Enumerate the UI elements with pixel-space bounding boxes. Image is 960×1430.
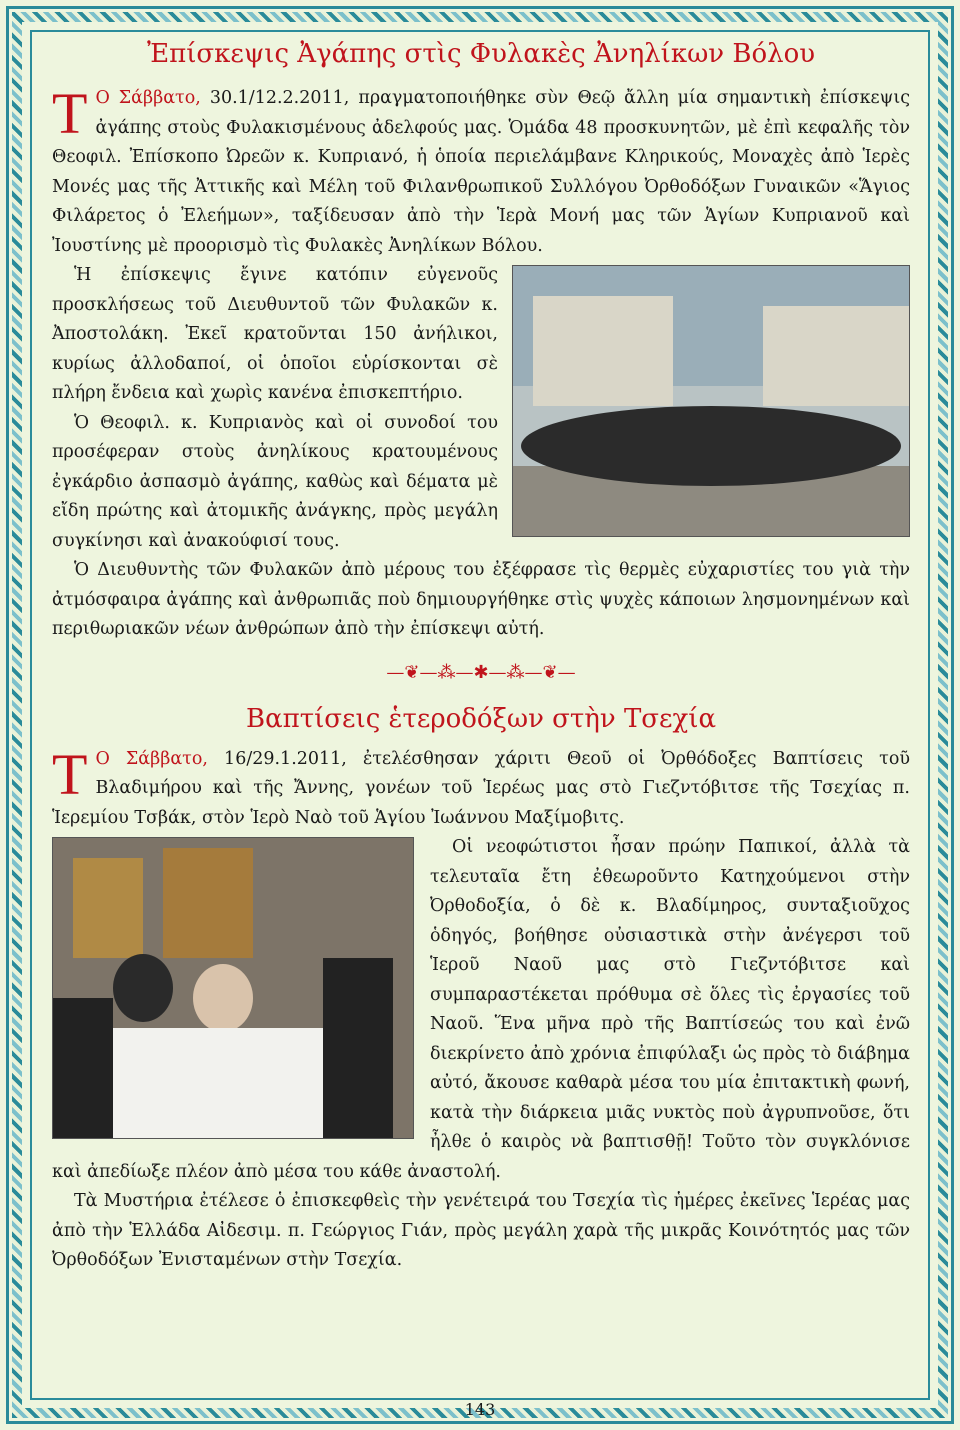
- baptism-group-photo: [52, 837, 414, 1139]
- article1-lead: Ο Σάββατο,: [95, 88, 201, 108]
- article2-paragraph-2: Οἱ νεοφώτιστοι ἦσαν πρώην Παπικοί, ἀλλὰ τὰ τελευταῖα ἔτη ἐθεωροῦντο Κατηχούμενοι στὴν Ὀρθοδοξία, ὁ δὲ κ. Βλαδίμηρος, συνταξιοῦχος ὁδηγός, βοήθησε οὐσιαστικὰ στὴν ἀνέγερσι τοῦ Ἱεροῦ Ναοῦ μας στὸ Γιεζντόβιτσε καὶ συμπαραστέκεται πρόθυμα σὲ ὅλες τὶς ἐργασίες τοῦ Ναοῦ. Ἕνα μῆνα πρὸ τῆς Βαπτίσεώς του καὶ ἐνῶ διεκρίνετο ἀπὸ χρόνια ἐπιφύλαξι ὡς πρὸς τὸ διάβημα αὐτό, ἄκουσε καθαρὰ μέσα του μία ἐπιτακτικὴ φωνή, κατὰ τὴν διάρκεια μιᾶς νυκτὸς ποὺ ἀγρυπνοῦσε, ὅτι ἦλθε ὁ καιρὸς νὰ βαπτισθῇ! Τοῦτο τὸν συγκλόνισε καὶ ἀπεδίωξε πλέον ἀπὸ μέσα του κάθε ἀναστολή.: [52, 837, 910, 1182]
- article1-paragraph-4: Ὁ Διευθυντὴς τῶν Φυλακῶν ἀπὸ μέρους του ἐξέφρασε τὶς θερμὲς εὐχαριστίες του γιὰ τὴν ἀτμόσφαιρα ἀγάπης καὶ ἀνθρωπιᾶς ποὺ δημιουργήθηκε στὶς ψυχὲς κάποιων λησμονημένων καὶ περιθωριακῶν νέων ἀνθρώπων ἀπὸ τὴν ἐπίσκεψι αὐτή.: [52, 560, 910, 639]
- prison-visit-group-photo: [512, 265, 910, 537]
- page-content: [52, 34, 910, 1276]
- article2-paragraph-1: [52, 741, 911, 834]
- article1-p1-text: 30.1/12.2.2011, πραγματοποιήθηκε σὺν Θεῷ ἄλλη μία σημαντικὴ ἐπίσκεψις ἀγάπης στοὺς Φυλακισμένους ἀδελφούς μας. Ὁμάδα 48 προσκυνητῶν, μὲ ἐπὶ κεφαλῆς τὸν Θεοφιλ. Ἐπίσκοπο Ὠρεῶν κ. Κυπριανό, ἡ ὁποία περιελάμβανε Κληρικούς, Μοναχὲς ἀπὸ Ἱερὲς Μονές μας τῆς Ἀττικῆς καὶ Μέλη τοῦ Φιλανθρωπικοῦ Συλλόγου Ὀρθοδόξων Γυναικῶν «Ἅγιος Φιλάρετος ὁ Ἐλεήμων», ταξίδευσαν ἀπὸ τὴν Ἱερὰ Μονή μας τῶν Ἁγίων Κυπριανοῦ καὶ Ἰουστίνης μὲ προορισμὸ τὶς Φυλακὲς Ἀνηλίκων Βόλου.: [52, 88, 910, 256]
- article2-title: Βαπτίσεις ἑτεροδόξων στὴν Τσεχία: [245, 703, 717, 734]
- article2-lead: Ο Σάββατο,: [95, 748, 208, 769]
- photo-placeholder-icon: [53, 838, 413, 1138]
- article2-paragraph-3: Τὰ Μυστήρια ἐτέλεσε ὁ ἐπισκεφθεὶς τὴν γενέτειρά του Τσεχία τὶς ἡμέρες ἐκεῖνες Ἱερέας μας ἀπὸ τὴν Ἑλλάδα Αἰδεσιμ. π. Γεώργιος Γιάν, πρὸς μεγάλη χαρὰ τῆς μικρᾶς Κοινότητός μας τῶν Ὀρθοδόξων Ἐνισταμένων στὴν Τσεχία.: [52, 1191, 910, 1270]
- article1-dropcap: Τ: [52, 81, 88, 146]
- article1-paragraph-2: Ἡ ἐπίσκεψις ἔγινε κατόπιν εὐγενοῦς προσκλήσεως τοῦ Διευθυντοῦ τῶν Φυλακῶν κ. Ἀποστολάκη. Ἐκεῖ κρατοῦνται 150 ἀνήλικοι, κυρίως ἀλλοδαποί, οἱ ὁποῖοι εὑρίσκονται σὲ πλήρη ἔνδεια καὶ χωρὶς κανένα ἐπισκεπτήριο.: [52, 265, 498, 403]
- article2-p1-text: 16/29.1.2011, ἐτελέσθησαν χάριτι Θεοῦ οἱ Ὀρθόδοξες Βαπτίσεις τοῦ Βλαδιμήρου καὶ τῆς Ἄννης, γονέων τοῦ Ἱερέως μας στὸ Γιεζντόβιτσε τῆς Τσεχίας π. Ἱερεμίου Τσβάκ, στὸν Ἱερὸ Ναὸ τοῦ Ἁγίου Ἰωάννου Μαξίμοβιτς.: [52, 748, 911, 828]
- photo-placeholder-icon: [513, 266, 909, 536]
- article2-dropcap: Τ: [52, 741, 88, 807]
- article1-paragraph-3: Ὁ Θεοφιλ. κ. Κυπριανὸς καὶ οἱ συνοδοί του προσέφεραν στοὺς ἀνηλίκους κρατουμένους ἐγκάρδιο ἀσπασμὸ ἀγάπης, καθὼς καὶ δέματα μὲ εἴδη πρώτης καὶ ἀτομικῆς ἀνάγκης, πρὸς μεγάλη συγκίνησι καὶ ἀνακούφισί τους.: [52, 412, 498, 551]
- section-divider-ornament: —❦—⁂—✱—⁂—❦—: [386, 661, 576, 683]
- page-number: 143: [464, 1400, 496, 1419]
- article1-title: Ἐπίσκεψις Ἀγάπης στὶς Φυλακὲς Ἀνηλίκων Βόλου: [146, 39, 816, 69]
- article1-paragraph-1: [52, 81, 910, 261]
